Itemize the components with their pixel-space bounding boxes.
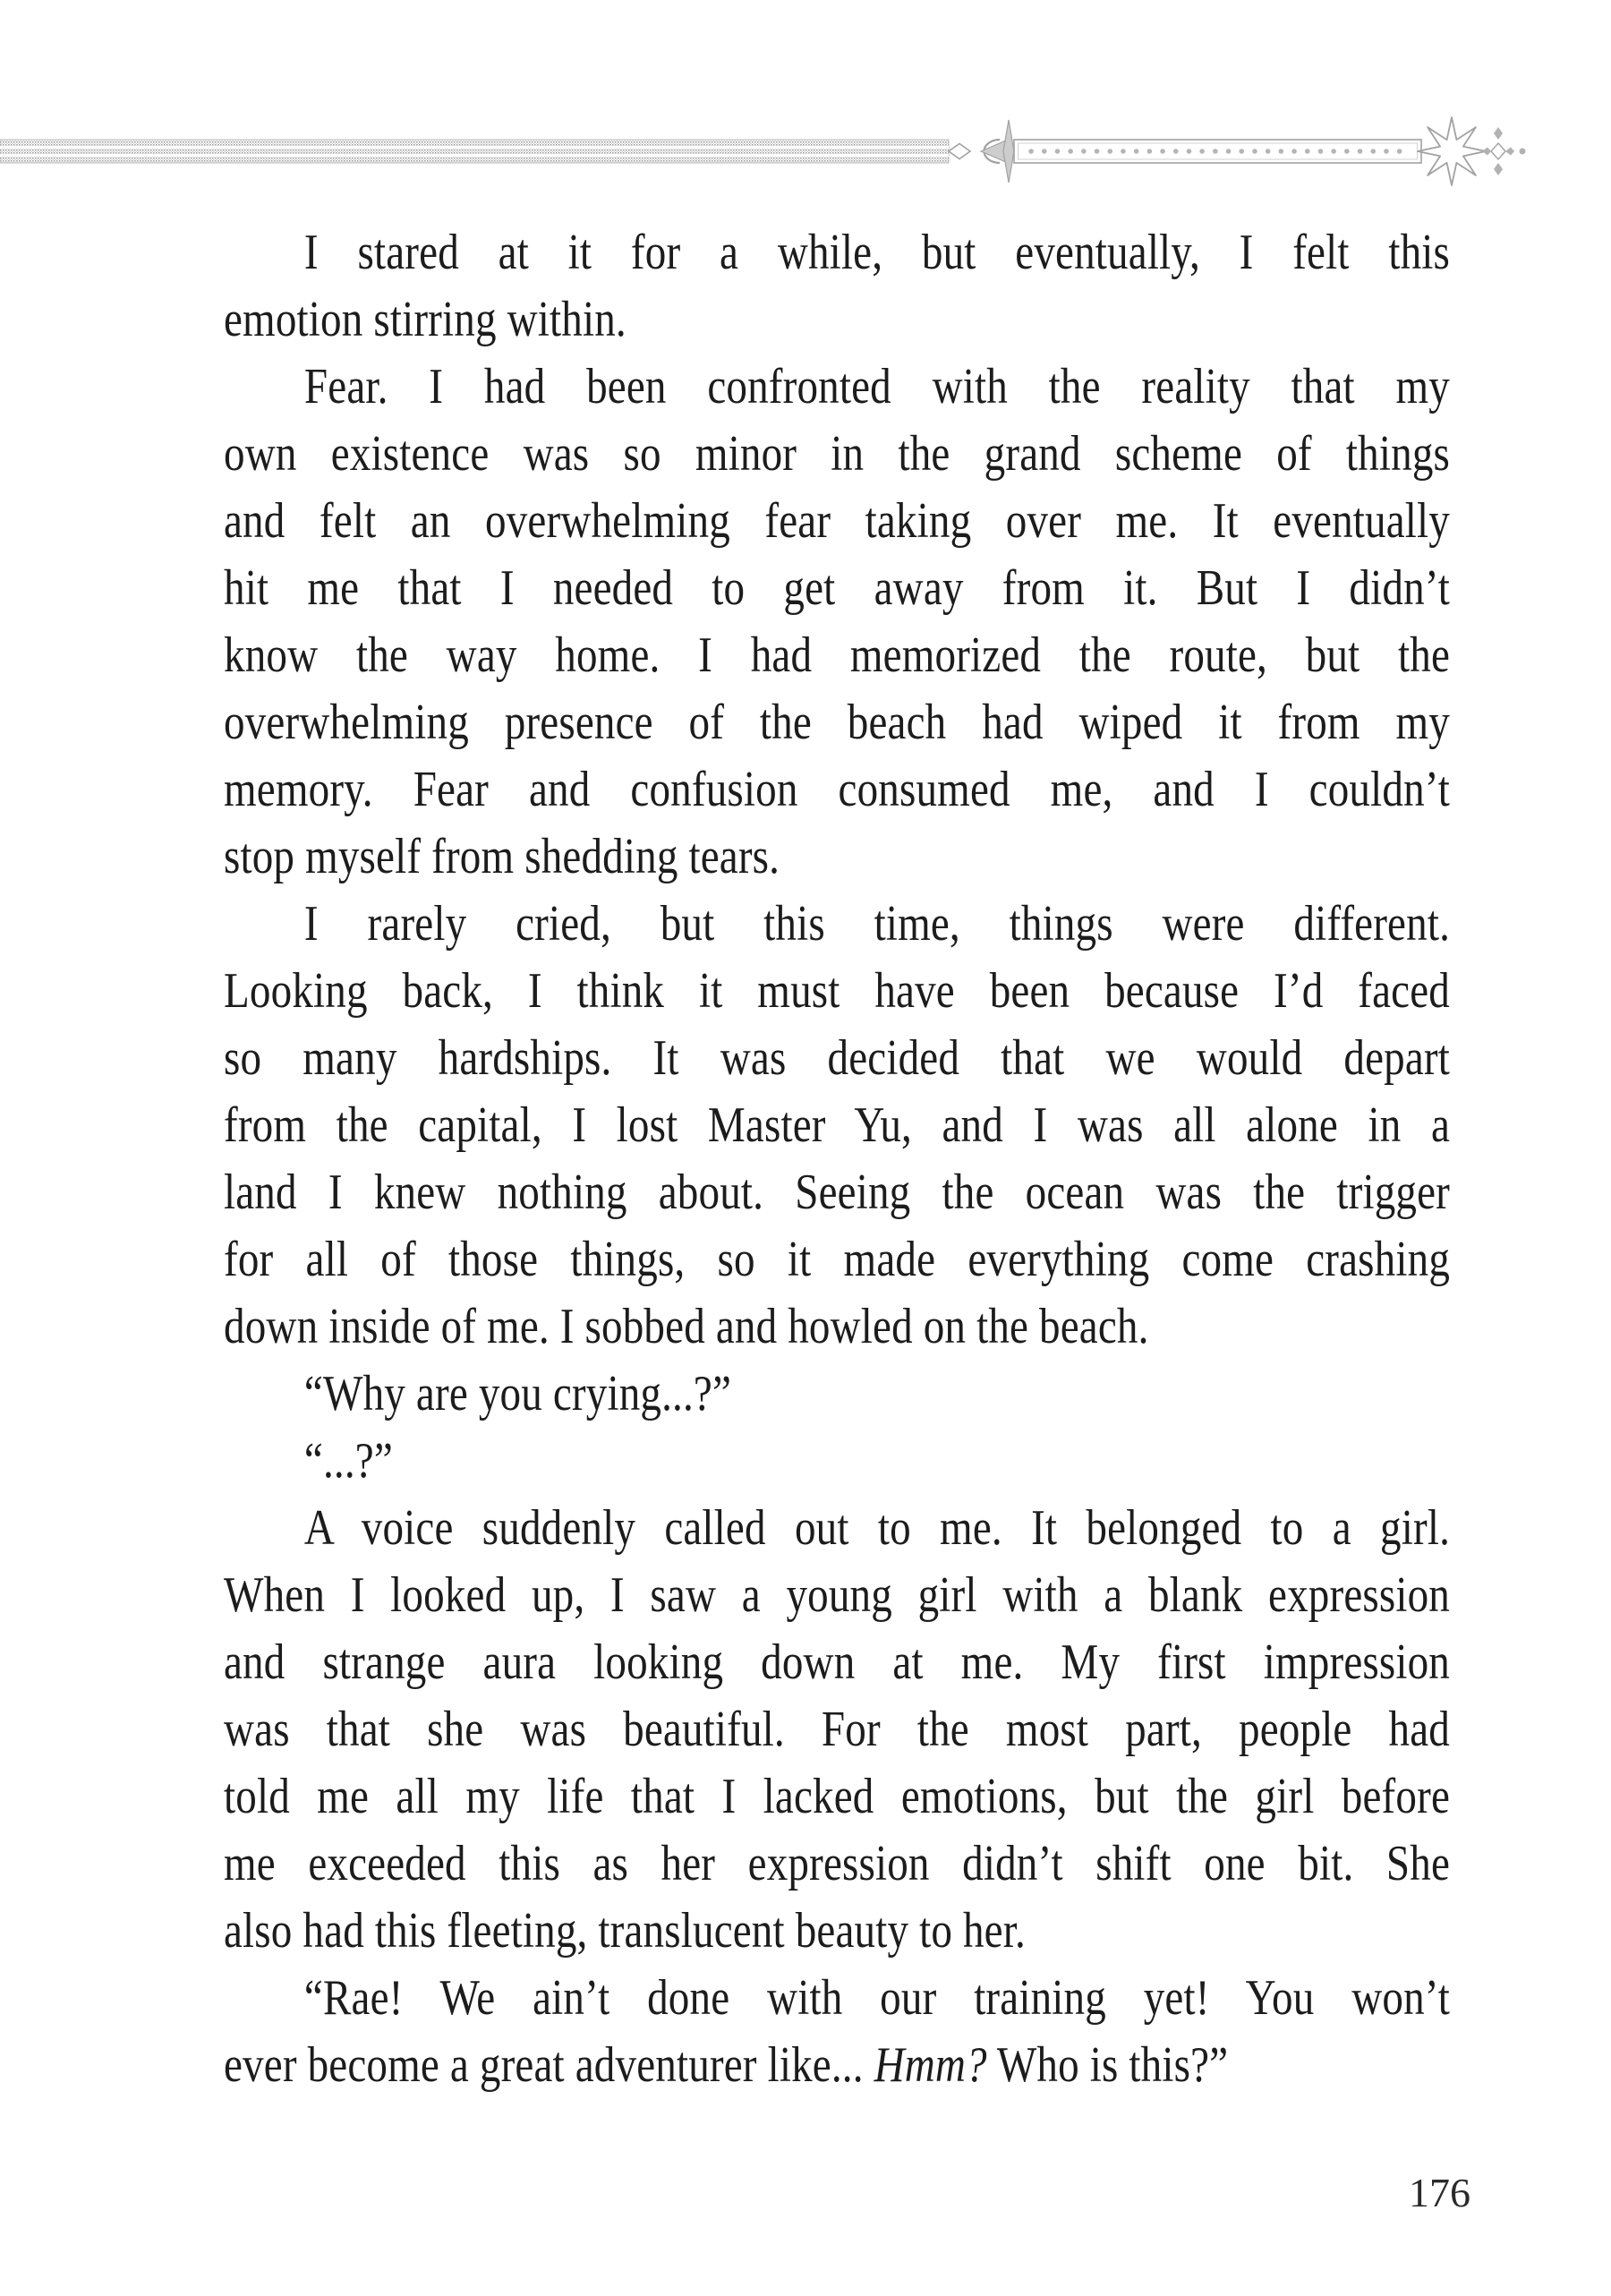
text-line: down inside of me. I sobbed and howled on the beach. bbox=[224, 1299, 1149, 1354]
text-segment: Who is this?” bbox=[986, 2037, 1229, 2093]
italic-text: Hmm? bbox=[874, 2037, 987, 2093]
text-line: hit me that I needed to get away from it. But I didn’t bbox=[224, 560, 1451, 616]
dotted-band-icon bbox=[1014, 140, 1421, 163]
flower-ornament-icon bbox=[1418, 117, 1486, 185]
text-line: emotion stirring within. bbox=[224, 292, 626, 347]
text-line: “Why are you crying...?” bbox=[303, 1366, 732, 1421]
text-line: “Rae! We ain’t done with our training yet! You won’t bbox=[303, 1970, 1451, 2026]
text-line: me exceeded this as her expression didn’t shift one bit. She bbox=[224, 1836, 1451, 1891]
text-block bbox=[224, 219, 1450, 2099]
text-line bbox=[224, 2032, 1450, 2099]
text-line: Fear. I had been confronted with the reality that my bbox=[303, 359, 1451, 414]
text-line: land I knew nothing about. Seeing the ocean was the trigger bbox=[224, 1165, 1451, 1220]
text-line: for all of those things, so it made everything come crashing bbox=[224, 1232, 1451, 1287]
text-line: memory. Fear and confusion consumed me, and I couldn’t bbox=[224, 762, 1451, 817]
text-line: “...?” bbox=[303, 1433, 393, 1489]
sparkle-icon bbox=[1482, 127, 1526, 175]
clasp-icon bbox=[949, 120, 1014, 183]
text-line: from the capital, I lost Master Yu, and I was all alone in a bbox=[224, 1097, 1451, 1153]
text-line: and felt an overwhelming fear taking over me. It eventually bbox=[224, 493, 1451, 549]
text-line: so many hardships. It was decided that we would depart bbox=[224, 1030, 1451, 1086]
weave-band-icon bbox=[0, 140, 949, 163]
text-line: Looking back, I think it must have been because I’d faced bbox=[224, 963, 1451, 1019]
text-line: own existence was so minor in the grand scheme of things bbox=[224, 426, 1451, 482]
text-line: I rarely cried, but this time, things were different. bbox=[303, 896, 1451, 952]
text-line: I stared at it for a while, but eventually, I felt this bbox=[303, 225, 1451, 280]
text-segment: ever become a great adventurer like... bbox=[224, 2037, 874, 2093]
text-line: stop myself from shedding tears. bbox=[224, 829, 780, 884]
header-ornament bbox=[0, 112, 1611, 192]
text-line: and strange aura looking down at me. My first impression bbox=[224, 1635, 1451, 1690]
text-line: A voice suddenly called out to me. It belonged to a girl. bbox=[303, 1500, 1451, 1556]
text-line: know the way home. I had memorized the route, but the bbox=[224, 627, 1451, 683]
page-number: 176 bbox=[1409, 2170, 1470, 2215]
text-line: told me all my life that I lacked emotions, but the girl before bbox=[224, 1769, 1451, 1824]
text-line: also had this fleeting, translucent beauty to her. bbox=[224, 1903, 1026, 1959]
text-line: overwhelming presence of the beach had wiped it from my bbox=[224, 695, 1451, 750]
text-line: When I looked up, I saw a young girl with a blank expression bbox=[224, 1567, 1451, 1623]
text-line: was that she was beautiful. For the most part, people had bbox=[224, 1702, 1451, 1757]
